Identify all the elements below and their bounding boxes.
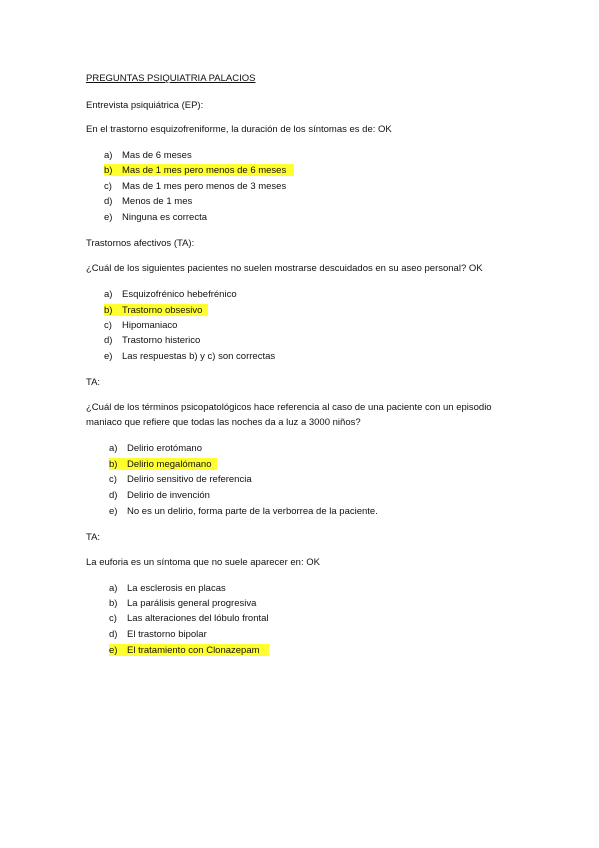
option-text: Trastorno histerico bbox=[122, 335, 201, 346]
answer-option bbox=[109, 443, 202, 455]
option-letter: d) bbox=[104, 335, 113, 346]
question-text: En el trastorno esquizofreniforme, la duración de los síntomas es de: OK bbox=[86, 124, 392, 135]
option-text: Menos de 1 mes bbox=[122, 196, 193, 207]
option-text: Delirio megalómano bbox=[127, 459, 212, 470]
option-letter: a) bbox=[109, 443, 118, 454]
answer-option bbox=[104, 181, 286, 193]
option-letter: b) bbox=[104, 305, 113, 316]
answer-option bbox=[104, 335, 200, 347]
answer-option bbox=[104, 150, 192, 162]
answer-option bbox=[109, 598, 256, 610]
question-text-line-1: ¿Cuál de los términos psicopatológicos hace referencia al caso de una paciente con un episodio bbox=[86, 402, 492, 413]
option-letter: a) bbox=[104, 289, 113, 300]
answer-option bbox=[104, 196, 192, 208]
option-letter: c) bbox=[109, 474, 117, 485]
option-letter: d) bbox=[109, 629, 118, 640]
option-text: La parálisis general progresiva bbox=[127, 598, 257, 609]
question-text: La euforia es un síntoma que no suele aparecer en: OK bbox=[86, 557, 320, 568]
answer-option bbox=[104, 289, 237, 301]
option-text: Delirio sensitivo de referencia bbox=[127, 474, 252, 485]
answer-option bbox=[104, 320, 177, 332]
option-text: Delirio de invención bbox=[127, 490, 210, 501]
option-letter: d) bbox=[109, 490, 118, 501]
option-letter: e) bbox=[104, 351, 113, 362]
answer-option bbox=[109, 474, 252, 486]
option-letter: a) bbox=[104, 150, 113, 161]
answer-option-highlighted bbox=[104, 305, 202, 317]
option-text: Las alteraciones del lóbulo frontal bbox=[127, 613, 269, 624]
answer-option-highlighted bbox=[109, 645, 260, 657]
answer-option bbox=[109, 629, 207, 641]
answer-option bbox=[109, 506, 378, 518]
answer-option bbox=[104, 212, 207, 224]
option-text: Las respuestas b) y c) son correctas bbox=[122, 351, 276, 362]
option-text: Trastorno obsesivo bbox=[122, 305, 203, 316]
option-letter: d) bbox=[104, 196, 113, 207]
option-letter: b) bbox=[109, 459, 118, 470]
option-letter: e) bbox=[109, 506, 118, 517]
option-letter: a) bbox=[109, 583, 118, 594]
option-letter: c) bbox=[104, 181, 112, 192]
option-text: Mas de 1 mes pero menos de 3 meses bbox=[122, 181, 287, 192]
question-text-line-2: maniaco que refiere que todas las noches da a luz a 3000 niños? bbox=[86, 417, 361, 428]
option-text: El tratamiento con Clonazepam bbox=[127, 645, 260, 656]
option-text: Hipomaniaco bbox=[122, 320, 178, 331]
option-text: Ninguna es correcta bbox=[122, 212, 208, 223]
option-letter: e) bbox=[104, 212, 113, 223]
option-letter: c) bbox=[109, 613, 117, 624]
option-text: Delirio erotómano bbox=[127, 443, 202, 454]
option-letter: c) bbox=[104, 320, 112, 331]
option-text: El trastorno bipolar bbox=[127, 629, 207, 640]
option-text: Mas de 6 meses bbox=[122, 150, 192, 161]
question-text: ¿Cuál de los siguientes pacientes no suelen mostrarse descuidados en su aseo personal? OK bbox=[86, 263, 483, 274]
option-text: No es un delirio, forma parte de la verborrea de la paciente. bbox=[127, 506, 378, 517]
option-letter: b) bbox=[109, 598, 118, 609]
option-letter: b) bbox=[104, 165, 113, 176]
answer-option-highlighted bbox=[104, 165, 286, 177]
option-letter: e) bbox=[109, 645, 118, 656]
answer-option bbox=[109, 613, 269, 625]
answer-option bbox=[109, 583, 226, 595]
answer-option-highlighted bbox=[109, 459, 211, 471]
option-text: La esclerosis en placas bbox=[127, 583, 226, 594]
option-text: Mas de 1 mes pero menos de 6 meses bbox=[122, 165, 287, 176]
option-text: Esquizofrénico hebefrénico bbox=[122, 289, 237, 300]
answer-option bbox=[104, 351, 275, 363]
section-heading: TA: bbox=[86, 532, 101, 543]
document-title: PREGUNTAS PSIQUIATRIA PALACIOS bbox=[86, 73, 256, 84]
section-heading: Entrevista psiquiátrica (EP): bbox=[86, 100, 204, 111]
section-heading: Trastornos afectivos (TA): bbox=[86, 238, 195, 249]
answer-option bbox=[109, 490, 210, 502]
section-heading: TA: bbox=[86, 377, 101, 388]
